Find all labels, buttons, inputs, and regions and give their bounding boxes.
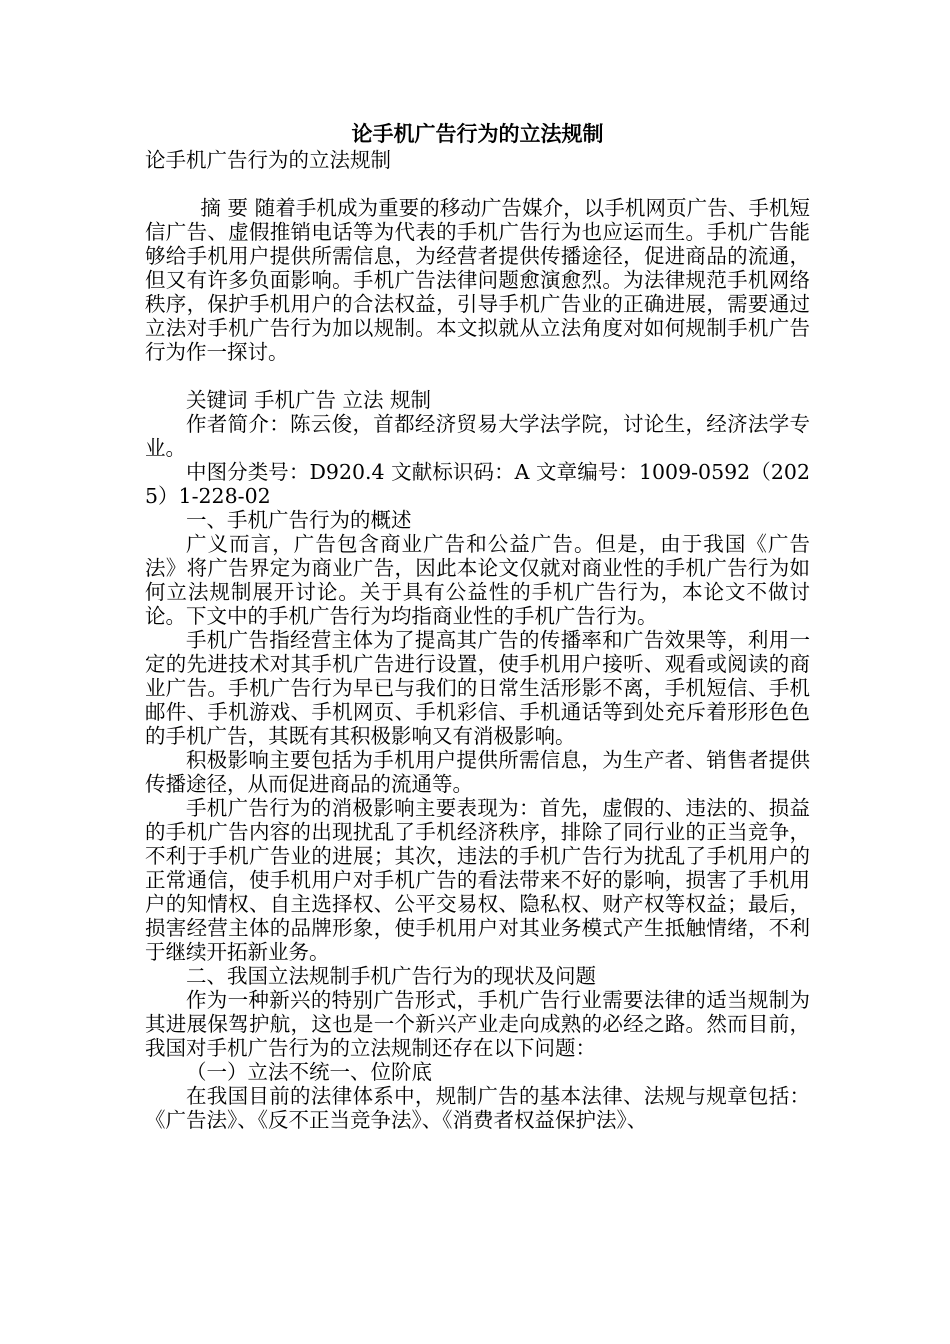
classification-line: 中图分类号：D920.4 文献标识码：A 文章编号：1009-0592（2025）1-228-02 (145, 460, 810, 508)
abstract-paragraph: 摘 要 随着手机成为重要的移动广告媒介，以手机网页广告、手机短信广告、虚假推销电话等为代表的手机广告行为也应运而生。手机广告能够给手机用户提供所需信息，为经营者提供传播途径，促进商品的流通，但又有许多负面影响。手机广告法律问题愈演愈烈。为法律规范手机网络秩序，保护手机用户的合法权益，引导手机广告业的正确进展，需要通过立法对手机广告行为加以规制。本文拟就从立法角度对如何规制手机广告行为作一探讨。 (145, 196, 810, 364)
document-subtitle: 论手机广告行为的立法规制 (145, 148, 391, 172)
author-line: 作者简介：陈云俊，首都经济贸易大学法学院，讨论生，经济法学专业。 (145, 412, 810, 460)
body-paragraph: 手机广告行为的消极影响主要表现为：首先，虚假的、违法的、损益的手机广告内容的出现扰乱了手机经济秩序，排除了同行业的正当竞争，不利于手机广告业的进展；其次，违法的手机广告行为扰乱了手机用户的正常通信，使手机用户对手机广告的看法带来不好的影响，损害了手机用户的知情权、自主选择权、公平交易权、隐私权、财产权等权益；最后，损害经营主体的品牌形象，使手机用户对其业务模式产生抵触情绪，不利于继续开拓新业务。 (145, 796, 810, 964)
subsection-heading-1: （一）立法不统一、位阶底 (186, 1060, 432, 1084)
body-paragraph: 手机广告指经营主体为了提高其广告的传播率和广告效果等，利用一定的先进技术对其手机广告进行设置，使手机用户接听、观看或阅读的商业广告。手机广告行为早已与我们的日常生活形影不离，手机短信、手机邮件、手机游戏、手机网页、手机彩信、手机通话等到处充斥着形形色色的手机广告，其既有其积极影响又有消极影响。 (145, 628, 810, 748)
body-paragraph: 广义而言，广告包含商业广告和公益广告。但是，由于我国《广告法》将广告界定为商业广告，因此本论文仅就对商业性的手机广告行为如何立法规制展开讨论。关于具有公益性的手机广告行为，本论文不做讨论。下文中的手机广告行为均指商业性的手机广告行为。 (145, 532, 810, 628)
section-heading-1: 一、手机广告行为的概述 (186, 508, 412, 532)
body-paragraph: 在我国目前的法律体系中，规制广告的基本法律、法规与规章包括：《广告法》、《反不正当竞争法》、《消费者权益保护法》、 (145, 1084, 810, 1132)
section-heading-2: 二、我国立法规制手机广告行为的现状及问题 (186, 964, 596, 988)
document-page (145, 120, 810, 1132)
body-paragraph: 作为一种新兴的特别广告形式，手机广告行业需要法律的适当规制为其进展保驾护航，这也是一个新兴产业走向成熟的必经之路。然而目前，我国对手机广告行为的立法规制还存在以下问题： (145, 988, 810, 1060)
keywords-line: 关键词 手机广告 立法 规制 (186, 388, 432, 412)
document-title: 论手机广告行为的立法规制 (351, 121, 604, 146)
body-paragraph: 积极影响主要包括为手机用户提供所需信息，为生产者、销售者提供传播途径，从而促进商品的流通等。 (145, 748, 810, 796)
